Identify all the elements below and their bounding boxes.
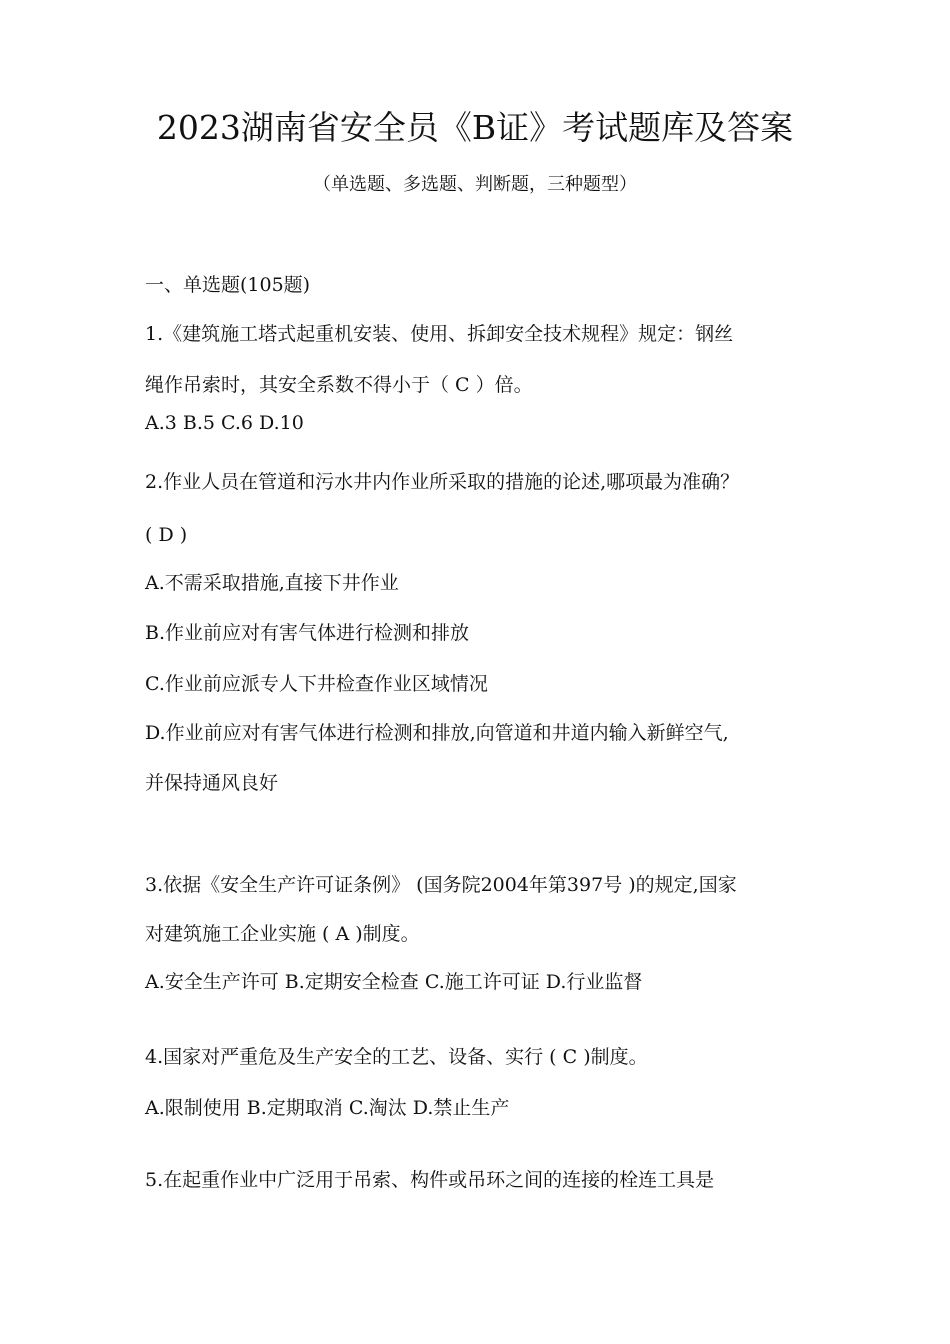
question-3-options: A.安全生产许可 B.定期安全检查 C.施工许可证 D.行业监督 xyxy=(145,971,643,993)
question-2-line-1: 2.作业人员在管道和污水井内作业所采取的措施的论述,哪项最为准确？ xyxy=(145,471,740,493)
question-3-line-1: 3.依据《安全生产许可证条例》 (国务院2004年第397号 )的规定,国家 xyxy=(145,874,737,896)
document-subtitle: （单选题、多选题、判断题，三种题型） xyxy=(313,174,637,195)
question-4-line-1: 4.国家对严重危及生产安全的工艺、设备、实行 ( C )制度。 xyxy=(145,1046,648,1068)
question-3-line-2: 对建筑施工企业实施 ( A )制度。 xyxy=(145,923,420,945)
question-1-line-1: 1.《建筑施工塔式起重机安装、使用、拆卸安全技术规程》规定：钢丝 xyxy=(145,323,734,345)
document-title: 2023湖南省安全员《B证》考试题库及答案 xyxy=(156,108,794,147)
question-2-option-d-cont: 并保持通风良好 xyxy=(145,772,279,794)
question-2-line-2: ( D ) xyxy=(145,524,188,546)
question-5-line-1: 5.在起重作业中广泛用于吊索、构件或吊环之间的连接的栓连工具是 xyxy=(145,1169,715,1191)
question-1-line-2: 绳作吊索时，其安全系数不得小于（ C ）倍。 xyxy=(145,374,533,396)
question-2-option-a: A.不需采取措施,直接下井作业 xyxy=(145,572,399,594)
question-2-option-d: D.作业前应对有害气体进行检测和排放,向管道和井道内输入新鲜空气, xyxy=(145,722,729,744)
question-1-options: A.3 B.5 C.6 D.10 xyxy=(145,412,304,434)
question-4-options: A.限制使用 B.定期取消 C.淘汰 D.禁止生产 xyxy=(145,1097,510,1119)
section-heading: 一、单选题(105题) xyxy=(145,274,311,296)
question-2-option-c: C.作业前应派专人下井检查作业区域情况 xyxy=(145,673,488,695)
question-2-option-b: B.作业前应对有害气体进行检测和排放 xyxy=(145,622,470,644)
